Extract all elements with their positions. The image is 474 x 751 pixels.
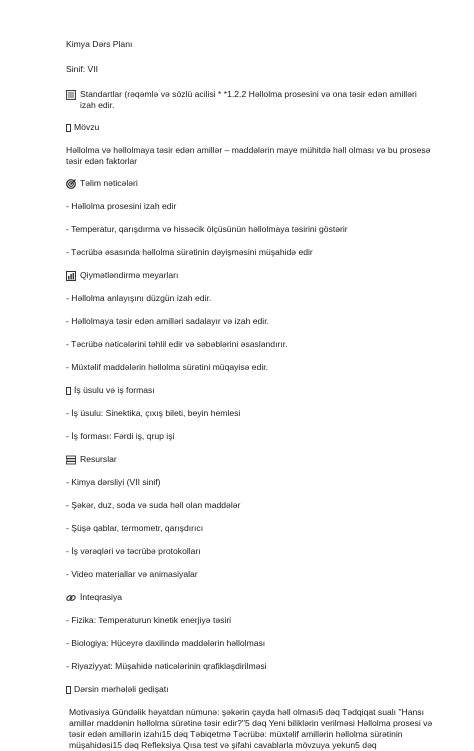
integration-item: - Biologiya: Hüceyrə daxilində maddələrin həllolması [66, 638, 266, 648]
bar-chart-icon [66, 271, 76, 281]
topic-text: Həllolma və həllolmaya təsir edən amillər – maddələrin maye mühitdə həll olması və bu prosesə təsir edən faktorlar [66, 145, 431, 166]
resources-item: - Video materiallar və animasiyalar [66, 569, 198, 579]
topic-heading-label: Mövzu [74, 122, 100, 132]
integration-heading [66, 592, 434, 603]
missing-glyph-icon [66, 686, 71, 694]
methods-item: - İş forması: Fərdi iş, qrup işi [66, 431, 175, 441]
grade-line: Sinif: VII [66, 64, 98, 74]
integration-item: - Riyaziyyat: Müşahidə nəticələrinin qrafikləşdirilməsi [66, 661, 267, 671]
outcome-item: - Temperatur, qarışdırma və hissəcik ölçüsünün həllolmaya təsirini göstərir [66, 224, 348, 234]
criteria-item: - Həllolma anlayışını düzgün izah edir. [66, 293, 212, 303]
topic-heading [66, 122, 434, 133]
criteria-item: - Təcrübə nəticələrini təhlil edir və səbəblərini əsaslandırır. [66, 339, 288, 349]
missing-glyph-icon [66, 387, 71, 395]
criteria-heading [66, 270, 434, 281]
notebook-icon [66, 90, 76, 100]
link-icon [66, 593, 76, 603]
target-icon [66, 179, 76, 189]
standards-text: Standartlar (rəqəmlə və sözlü acilisi * *1.2.2 Həllolma prosesini və ona təsir edən amilləri izah edir. [80, 89, 417, 110]
books-icon [66, 455, 76, 465]
outcome-item: - Təcrübə əsasında həllolma sürətinin dəyişməsini müşahidə edir [66, 247, 313, 257]
resources-heading [66, 454, 434, 465]
criteria-item: - Müxtəlif maddələrin həllolma sürətini müqayisə edir. [66, 362, 269, 372]
resources-heading-label: Resurslar [80, 454, 117, 464]
integration-heading-label: İnteqrasiya [80, 592, 123, 602]
stages-heading [66, 684, 434, 695]
outcomes-heading-label: Təlim nəticələri [80, 178, 138, 188]
stages-heading-label: Dərsin mərhələli gedişatı [74, 684, 169, 694]
resources-item: - İş vərəqləri və təcrübə protokolları [66, 546, 201, 556]
outcome-item: - Həllolma prosesini izah edir [66, 201, 177, 211]
criteria-item: - Həllolmaya təsir edən amilləri sadalayır və izah edir. [66, 316, 269, 326]
document-title: Kimya Dərs Planı [66, 39, 133, 49]
integration-item: - Fizika: Temperaturun kinetik enerjiyə təsiri [66, 615, 232, 625]
methods-heading [66, 385, 434, 396]
methods-heading-label: İş üsulu və iş forması [74, 385, 155, 395]
resources-item: - Kimya dərsliyi (VII sinif) [66, 477, 161, 487]
missing-glyph-icon [66, 124, 71, 132]
standards-block [66, 89, 434, 111]
criteria-heading-label: Qiymətləndirmə meyarları [80, 270, 179, 280]
resources-item: - Şəkər, duz, soda və suda həll olan maddələr [66, 500, 241, 510]
stages-text: Motivasiya Gündəlik həyatdan nümunə: şəkərin çayda həll olması5 dəq Tədqiqat sualı "Hansı amillər maddənin həllolma sürətinə təsir edir?"5 dəq Yeni biliklərin verilməsi Həllolma prosesi və təsir edən amillərin izahı15 dəq Təbiqetmə Təcrübə: müxtəlif amillərin həllolma sürətinin müşahidəsi15 dəq Refleksiya Qısa test və şifahi cavablarla mövzuya yekun5 dəq [69, 707, 433, 750]
resources-item: - Şüşə qablar, termometr, qarışdırıcı [66, 523, 204, 533]
outcomes-heading [66, 178, 434, 189]
methods-item: - İş üsulu: Sinektika, çıxış bileti, beyin hemlesi [66, 408, 241, 418]
